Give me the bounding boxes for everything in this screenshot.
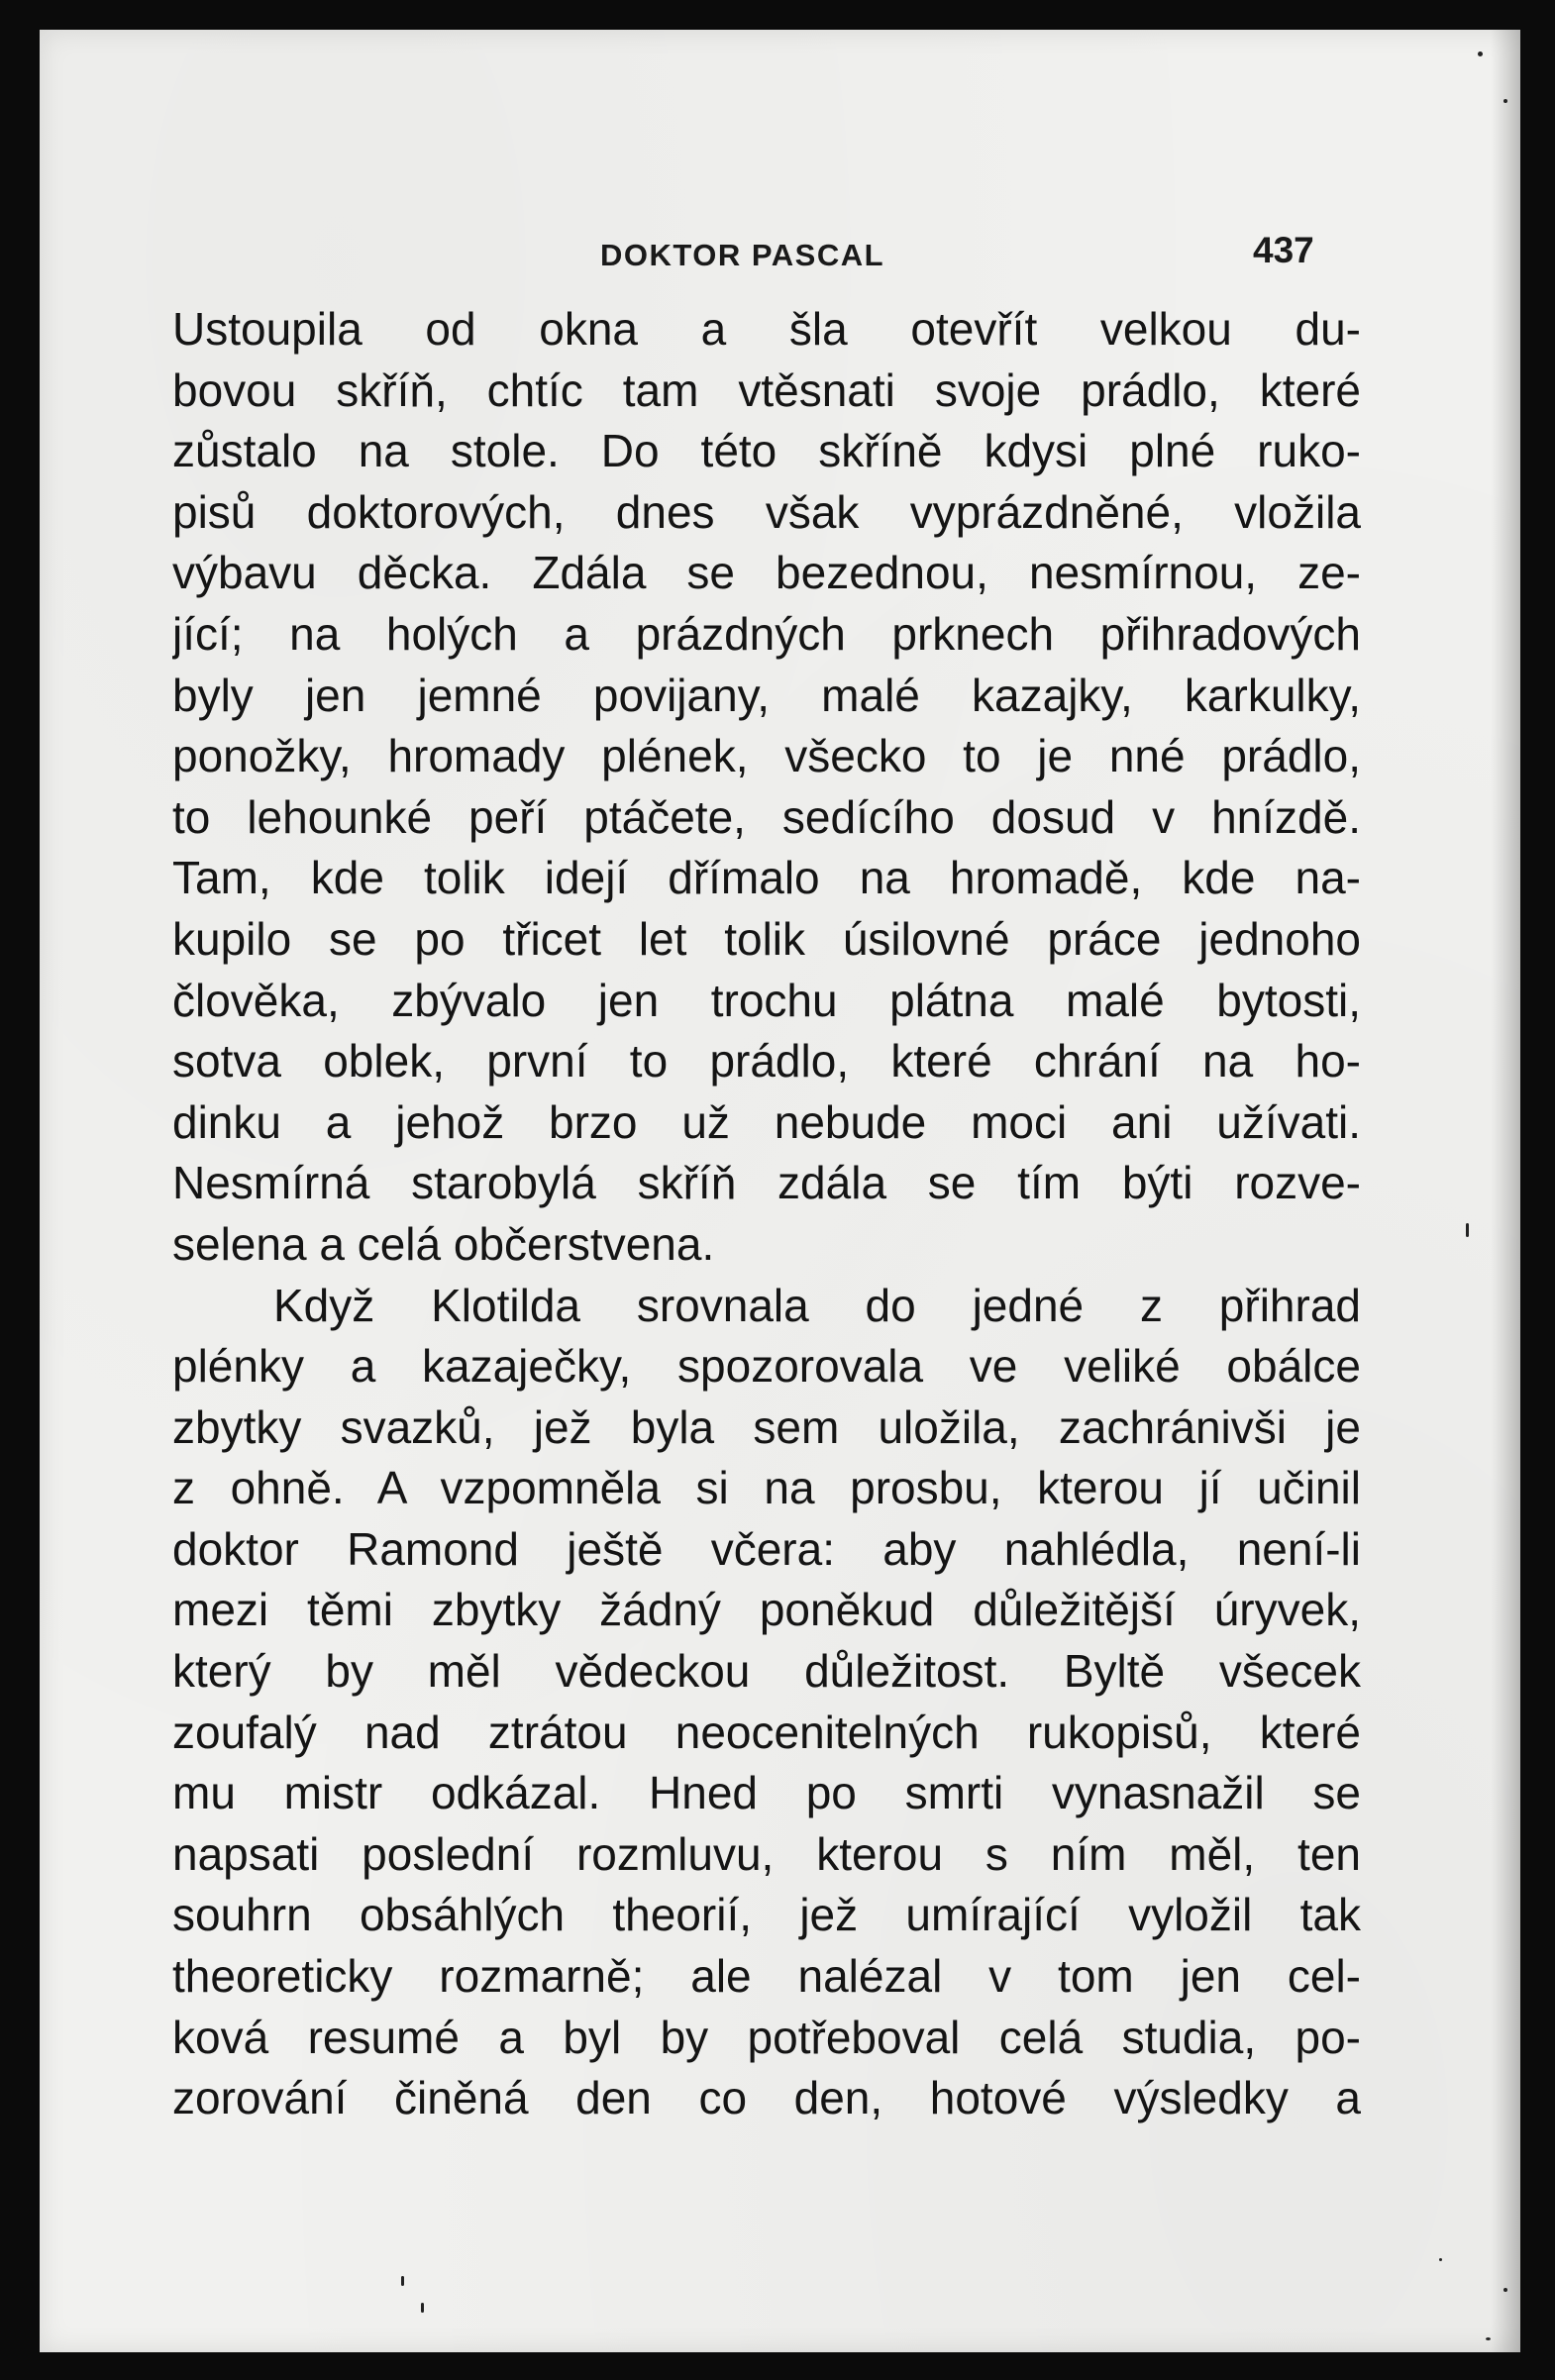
text-line: ková resumé a byl by potřeboval celá studia, po- bbox=[172, 2011, 1361, 2063]
running-head bbox=[40, 204, 1520, 272]
text-line: Tam, kde tolik idejí dřímalo na hromadě, kde na- bbox=[172, 852, 1361, 904]
body-text bbox=[172, 299, 1361, 2129]
text-line: sotva oblek, první to prádlo, které chrání na ho- bbox=[172, 1035, 1361, 1087]
text-line: mu mistr odkázal. Hned po smrti vynasnažil se bbox=[172, 1767, 1361, 1819]
text-line: doktor Ramond ještě včera: aby nahlédla, není-li bbox=[172, 1522, 1361, 1575]
text-line: napsati poslední rozmluvu, kterou s ním měl, ten bbox=[172, 1827, 1361, 1880]
text-line: Nesmírná starobylá skříň zdála se tím býti rozve- bbox=[172, 1157, 1361, 1209]
text-line: zůstalo na stole. Do této skříně kdysi plné ruko- bbox=[172, 425, 1361, 477]
text-line: zorování činěná den co den, hotové výsledky a bbox=[172, 2072, 1361, 2124]
text-line: kupilo se po třicet let tolik úsilovné práce jednoho bbox=[172, 912, 1361, 965]
scan-speck bbox=[401, 2276, 404, 2286]
scan-speck bbox=[1486, 2337, 1491, 2340]
text-line: dinku a jehož brzo už nebude moci ani užívati. bbox=[172, 1095, 1361, 1148]
text-line: výbavu děcka. Zdála se bezednou, nesmírnou, ze- bbox=[172, 547, 1361, 599]
text-line: pisů doktorových, dnes však vyprázdněné, vložila bbox=[172, 485, 1361, 538]
scan-speck bbox=[1466, 1223, 1469, 1237]
book-page bbox=[40, 30, 1520, 2352]
text-line: člověka, zbývalo jen trochu plátna malé bytosti, bbox=[172, 974, 1361, 1026]
scan-speck bbox=[1439, 2258, 1442, 2261]
text-line: mezi těmi zbytky žádný poněkud důležitější úryvek, bbox=[172, 1584, 1361, 1636]
text-line: theoreticky rozmarně; ale nalézal v tom jen cel- bbox=[172, 1950, 1361, 2003]
paragraph-first-line: Když Klotilda srovnala do jedné z přihrad bbox=[273, 1279, 1361, 1331]
text-line: zbytky svazků, jež byla sem uložila, zachránivši je bbox=[172, 1400, 1361, 1453]
text-line: byly jen jemné povijany, malé kazajky, karkulky, bbox=[172, 669, 1361, 721]
text-line: jící; na holých a prázdných prknech přihradových bbox=[172, 607, 1361, 660]
text-line: zoufalý nad ztrátou neocenitelných rukopisů, které bbox=[172, 1706, 1361, 1758]
text-line: ponožky, hromady plének, všecko to je nné prádlo, bbox=[172, 730, 1361, 782]
text-line: to lehounké peří ptáčete, sedícího dosud v hnízdě. bbox=[172, 790, 1361, 843]
scan-speck bbox=[1503, 2288, 1507, 2292]
running-title: DOKTOR PASCAL bbox=[600, 238, 885, 272]
text-line: souhrn obsáhlých theorií, jež umírající vyložil tak bbox=[172, 1889, 1361, 1941]
text-line: který by měl vědeckou důležitost. Byltě všecek bbox=[172, 1645, 1361, 1698]
text-line: plénky a kazaječky, spozorovala ve veliké obálce bbox=[172, 1340, 1361, 1393]
scan-speck bbox=[1503, 99, 1507, 103]
text-line: Ustoupila od okna a šla otevřít velkou du- bbox=[172, 303, 1361, 355]
page-number: 437 bbox=[1253, 230, 1314, 270]
text-line: bovou skříň, chtíc tam vtěsnati svoje prádlo, které bbox=[172, 363, 1361, 416]
scan-speck bbox=[1478, 52, 1483, 56]
scan-speck bbox=[421, 2303, 424, 2313]
page-edge-shadow bbox=[1491, 30, 1520, 2352]
text-line: z ohně. A vzpomněla si na prosbu, kterou jí učinil bbox=[172, 1462, 1361, 1514]
paragraph-last-line: selena a celá občerstvena. bbox=[172, 1217, 715, 1270]
